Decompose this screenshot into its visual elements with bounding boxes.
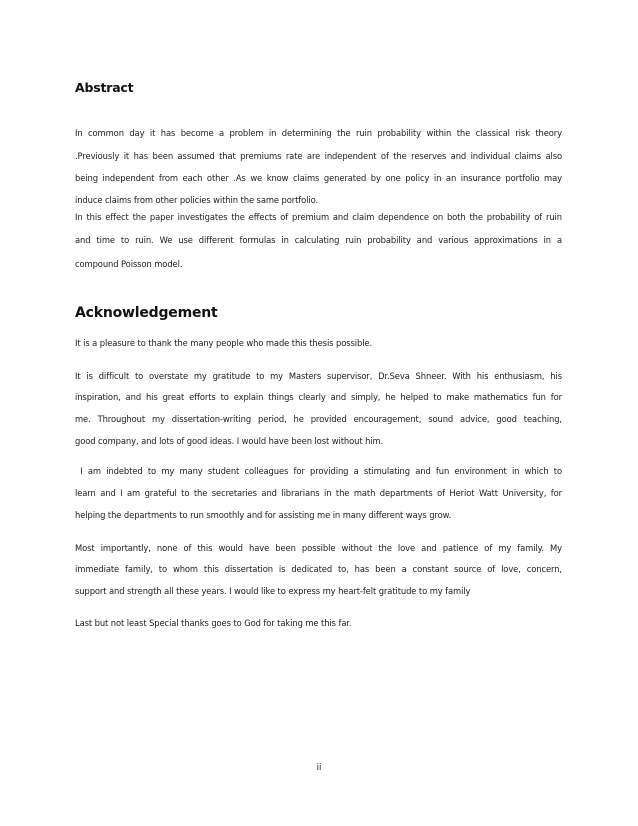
acknowledgement-line: It is difficult to overstate my gratitude to my Masters supervisor, Dr.Seva Shneer. With his enthusiasm, his xyxy=(75,371,562,381)
acknowledgement-line: I am indebted to my many student colleagues for providing a stimulating and fun environment in which to xyxy=(75,466,562,476)
abstract-line: In this effect the paper investigates the effects of premium and claim dependence on both the probability of ruin xyxy=(75,212,562,222)
abstract-line: In common day it has become a problem in determining the ruin probability within the classical risk theory xyxy=(75,128,562,138)
acknowledgement-line: support and strength all these years. I would like to express my heart-felt gratitude to my family xyxy=(75,586,471,596)
acknowledgement-line: It is a pleasure to thank the many people who made this thesis possible. xyxy=(75,338,373,348)
acknowledgement-line: immediate family, to whom this dissertation is dedicated to, has been a constant source of love, concern, xyxy=(75,564,562,574)
page-number: ii xyxy=(316,763,322,773)
acknowledgement-line: Last but not least Special thanks goes to God for taking me this far. xyxy=(75,618,352,628)
abstract-line: compound Poisson model. xyxy=(75,259,183,269)
acknowledgement-line: learn and I am grateful to the secretaries and librarians in the math departments of Heriot Watt University, for xyxy=(75,488,562,498)
acknowledgement-line: helping the departments to run smoothly and for assisting me in many different ways grow. xyxy=(75,510,452,520)
acknowledgement-line: Most importantly, none of this would have been possible without the love and patience of my family. My xyxy=(75,543,562,553)
abstract-line: induce claims from other policies within the same portfolio. xyxy=(75,195,319,205)
abstract-line: .Previously it has been assumed that premiums rate are independent of the reserves and individual claims also xyxy=(75,151,562,161)
acknowledgement-line: good company, and lots of good ideas. I would have been lost without him. xyxy=(75,436,384,446)
acknowledgement-heading: Acknowledgement xyxy=(75,305,218,321)
abstract-heading: Abstract xyxy=(75,80,134,95)
acknowledgement-line: me. Throughout my dissertation-writing period, he provided encouragement, sound advice, good teaching, xyxy=(75,414,562,424)
acknowledgement-line: inspiration, and his great efforts to explain things clearly and simply, he helped to make mathematics fun for xyxy=(75,392,562,402)
abstract-line: being independent from each other .As we know claims generated by one policy in an insurance portfolio may xyxy=(75,173,562,183)
abstract-line: and time to ruin. We use different formulas in calculating ruin probability and various approximations in a xyxy=(75,235,562,245)
